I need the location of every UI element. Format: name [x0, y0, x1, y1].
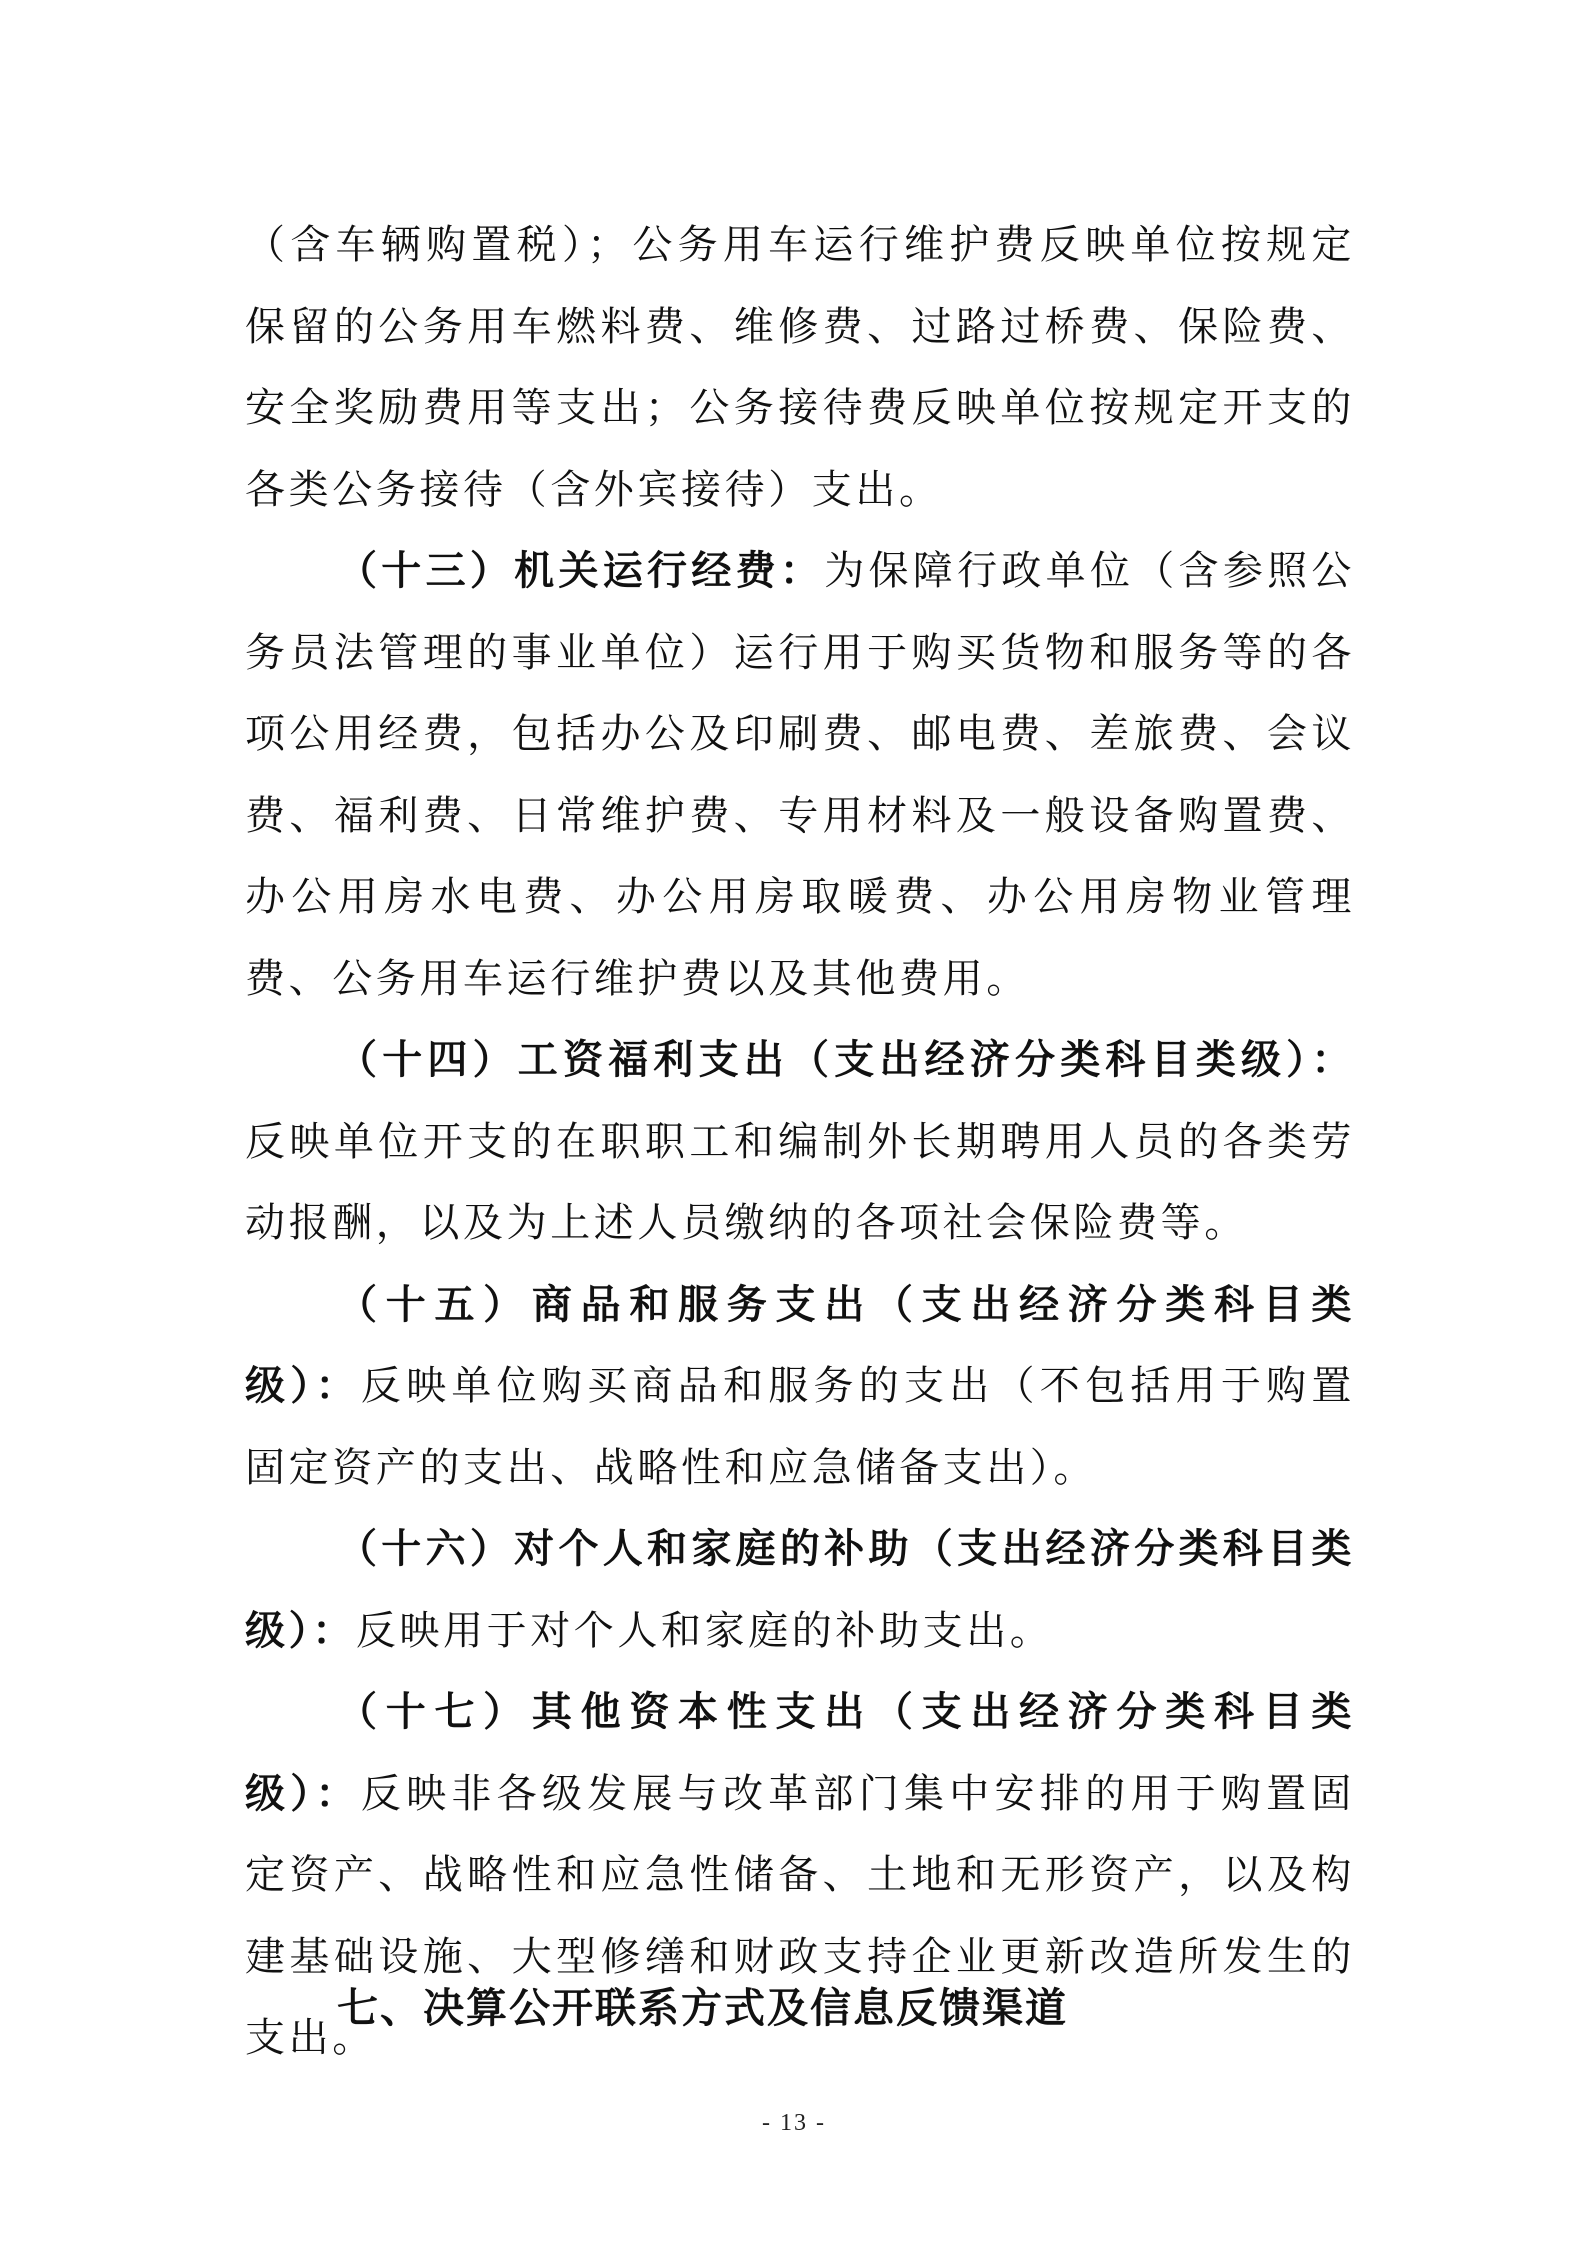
body-text	[245, 205, 1355, 2080]
paragraph-label: （十四）工资福利支出（支出经济分类科目类级）：	[337, 1037, 1355, 1083]
paragraph-item-16	[245, 1509, 1355, 1672]
paragraph-text: 为保障行政单位（含参照公务员法管理的事业单位）运行用于购买货物和服务等的各项公用经费，包括办公及印刷费、邮电费、差旅费、会议费、福利费、日常维护费、专用材料及一般设备购置费、办公用房水电费、办公用房取暖费、办公用房物业管理费、公务用车运行维护费以及其他费用。	[245, 548, 1355, 1002]
paragraph-text: （含车辆购置税）；公务用车运行维护费反映单位按规定保留的公务用车燃料费、维修费、过路过桥费、保险费、安全奖励费用等支出；公务接待费反映单位按规定开支的各类公务接待（含外宾接待）支出。	[245, 222, 1355, 513]
page-number: - 13 -	[762, 2110, 826, 2136]
paragraph-label: （十三）机关运行经费：	[337, 548, 825, 594]
paragraph-continuation	[245, 205, 1355, 531]
paragraph-item-14	[245, 1020, 1355, 1265]
paragraph-text: 反映非各级发展与改革部门集中安排的用于购置固定资产、战略性和应急性储备、土地和无形资产，以及构建基础设施、大型修缮和财政支持企业更新改造所发生的支出。	[245, 1770, 1355, 2061]
paragraph-label: （十七）其他资本性支出（支出经济分类科目类级）：	[245, 1689, 1355, 1817]
paragraph-text: 反映单位购买商品和服务的支出（不包括用于购置固定资产的支出、战略性和应急储备支出）。	[245, 1363, 1355, 1491]
paragraph-item-15	[245, 1265, 1355, 1510]
paragraph-label: （十六）对个人和家庭的补助（支出经济分类科目类级）：	[245, 1526, 1355, 1654]
paragraph-label: （十五）商品和服务支出（支出经济分类科目类级）：	[245, 1281, 1355, 1409]
paragraph-item-13	[245, 531, 1355, 1020]
section-heading: 七、决算公开联系方式及信息反馈渠道	[337, 1984, 1068, 2032]
paragraph-text: 反映单位开支的在职职工和编制外长期聘用人员的各类劳动报酬，以及为上述人员缴纳的各项社会保险费等。	[245, 1118, 1355, 1246]
paragraph-text: 反映用于对个人和家庭的补助支出。	[355, 1607, 1054, 1654]
